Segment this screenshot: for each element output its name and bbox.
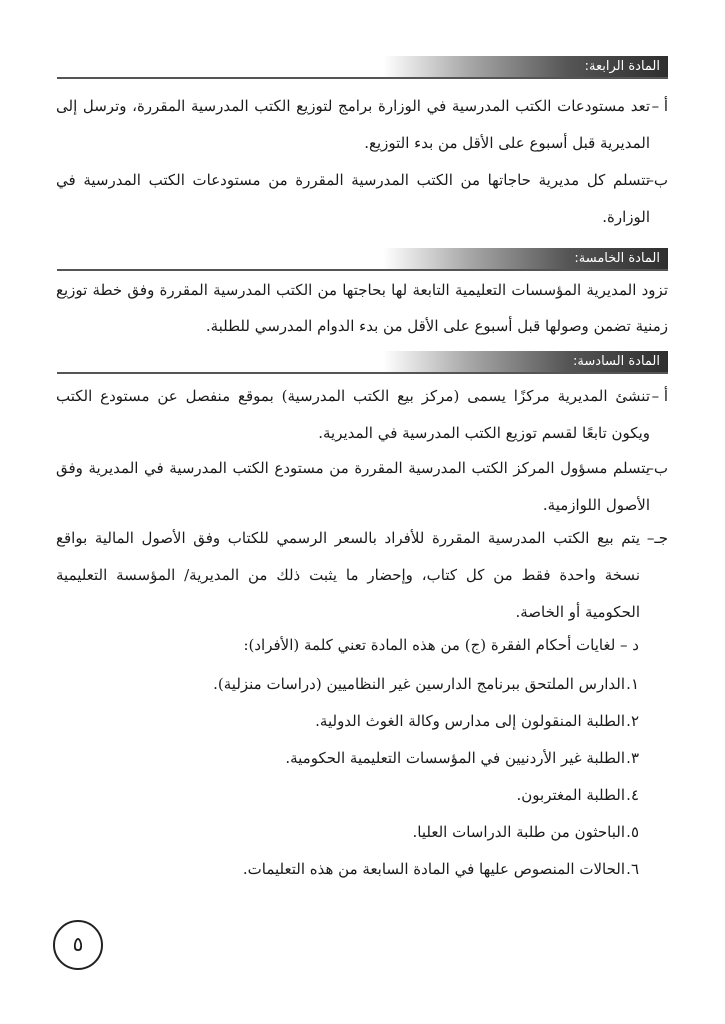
article6-clause-c-text: يتم بيع الكتب المدرسية المقررة للأفراد بالسعر الرسمي للكتاب وفق الأصول المالية بواقع نسخة واحدة فقط من كل كتاب، وإحضار ما يثبت ذلك من المديرية/ المؤسسة التعليمية الحكومية أو الخاصة.: [56, 529, 640, 621]
list-item: [315, 706, 639, 736]
article4-clause-b-text: تتسلم كل مديرية حاجاتها من الكتب المدرسية المقررة من مستودعات الكتب المدرسية في الوزارة.: [56, 171, 650, 226]
list-item: [413, 817, 639, 847]
clause-b-marker: ب–: [646, 459, 668, 477]
list-item: [516, 780, 639, 810]
page-number: ٥: [53, 920, 103, 970]
list-item-text: الباحثون من طلبة الدراسات العليا.: [412, 823, 625, 841]
clause-c-marker: جـ–: [646, 529, 668, 547]
article6-clause-c: [56, 520, 668, 631]
list-item-number: ٣.: [626, 749, 639, 767]
article6-rule: [57, 372, 668, 374]
list-item-number: ٢.: [626, 712, 639, 730]
clause-a-marker: أ –: [651, 97, 668, 115]
list-item-number: ٤.: [626, 786, 639, 804]
article6-heading: المادة السادسة:: [573, 354, 660, 369]
clause-a-marker: أ –: [651, 387, 668, 405]
list-item-number: ٥.: [626, 823, 639, 841]
list-item-number: ١.: [626, 675, 639, 693]
article5-text: تزود المديرية المؤسسات التعليمية التابعة لها بحاجتها من الكتب المدرسية المقررة وفق خطة توزيع زمنية تضمن وصولها قبل أسبوع على الأقل من بدء الدوام المدرسي للطلبة.: [56, 281, 668, 335]
article5-heading: المادة الخامسة:: [574, 251, 660, 266]
list-item-text: الطلبة غير الأردنيين في المؤسسات التعليمية الحكومية.: [285, 749, 625, 767]
list-item-text: الحالات المنصوص عليها في المادة السابعة من هذه التعليمات.: [242, 860, 625, 878]
list-item: [213, 669, 639, 699]
article4-clause-a: [56, 88, 668, 162]
article6-heading-bar: [383, 351, 668, 373]
article4-heading: المادة الرابعة:: [584, 59, 660, 74]
clause-b-marker: ب–: [646, 171, 668, 189]
list-item: [243, 854, 639, 884]
article6-clause-d: د – لغايات أحكام الفقرة (ج) من هذه المادة تعني كلمة (الأفراد):: [243, 636, 639, 654]
article5-rule: [57, 269, 668, 271]
list-item-text: الطلبة المغتربون.: [516, 786, 625, 804]
article6-clause-b: [56, 450, 668, 524]
article5-heading-bar: [383, 248, 668, 270]
article4-clause-b: [56, 162, 668, 236]
list-item-number: ٦.: [626, 860, 639, 878]
article6-clause-b-text: يتسلم مسؤول المركز الكتب المدرسية المقررة من مستودع الكتب المدرسية في المديرية وفق الأصول اللوازمية.: [56, 459, 650, 514]
list-item: [285, 743, 639, 773]
article6-clause-a: [56, 378, 668, 452]
article4-clause-a-text: تعد مستودعات الكتب المدرسية في الوزارة برامج لتوزيع الكتب المدرسية المقررة، وترسل إلى المديرية قبل أسبوع على الأقل من بدء التوزيع.: [56, 97, 650, 152]
article4-heading-bar: [383, 56, 668, 78]
article4-rule: [57, 77, 668, 79]
article6-clause-a-text: تنشئ المديرية مركزًا يسمى (مركز بيع الكتب المدرسية) بموقع منفصل عن مستودع الكتب ويكون تابعًا لقسم توزيع الكتب المدرسية في المديرية.: [56, 387, 650, 442]
list-item-text: الدارس الملتحق ببرنامج الدارسين غير النظاميين (دراسات منزلية).: [213, 675, 625, 693]
list-item-text: الطلبة المنقولون إلى مدارس وكالة الغوث الدولية.: [315, 712, 625, 730]
